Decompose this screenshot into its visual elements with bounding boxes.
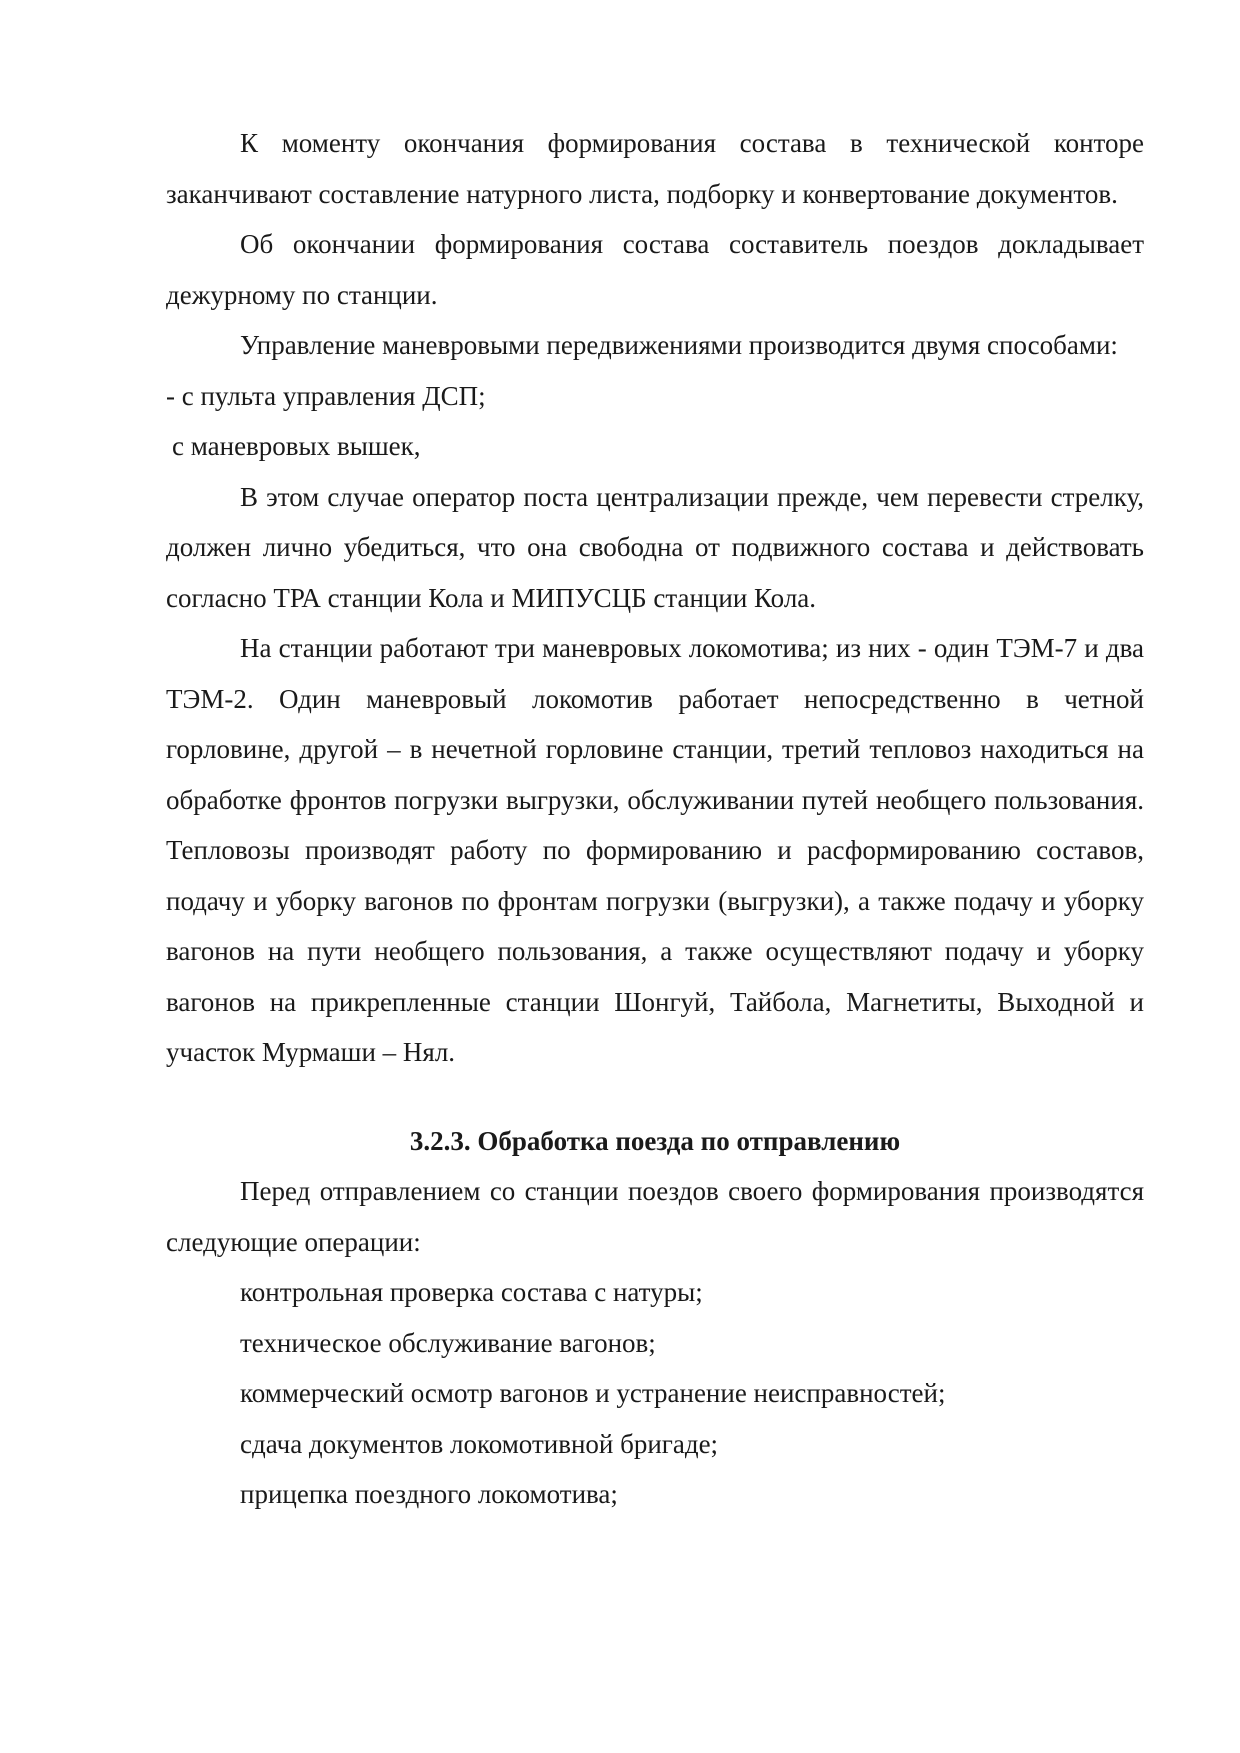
- operations-list: [166, 1267, 1144, 1520]
- paragraph-locomotives: На станции работают три маневровых локомотива; из них - один ТЭМ-7 и два ТЭМ-2. Один маневровый локомотив работает непосредственно в четной горловине, другой – в нечетной горловине станции, третий тепловоз находиться на обработке фронтов погрузки выгрузки, обслуживании путей необщего пользования. Тепловозы производят работу по формированию и расформированию составов, подачу и уборку вагонов по фронтам погрузки (выгрузки), а также подачу и уборку вагонов на пути необщего пользования, а также осуществляют подачу и уборку вагонов на прикрепленные станции Шонгуй, Тайбола, Магнетиты, Выходной и участок Мурмаши – Нял.: [166, 633, 1144, 1067]
- list-item-dsp-console: - с пульта управления ДСП;: [166, 380, 486, 411]
- list-item: сдача документов локомотивной бригаде;: [240, 1428, 719, 1459]
- document-body: [166, 118, 1144, 1520]
- paragraph-departure-intro: Перед отправлением со станции поездов своего формирования производятся следующие операции:: [166, 1176, 1144, 1257]
- section-heading: 3.2.3. Обработка поезда по отправлению: [409, 1125, 901, 1156]
- paragraph-operator-check: В этом случае оператор поста централизации прежде, чем перевести стрелку, должен лично убедиться, что она свободна от подвижного состава и действовать согласно ТРА станции Кола и МИПУСЦБ станции Кола.: [166, 481, 1144, 613]
- list-item: прицепка поездного локомотива;: [240, 1479, 618, 1509]
- paragraph-report-to-duty: Об окончании формирования состава составитель поездов докладывает дежурному по станции.: [166, 229, 1144, 310]
- list-item: коммерческий осмотр вагонов и устранение неисправностей;: [240, 1378, 946, 1408]
- list-item: техническое обслуживание вагонов;: [240, 1327, 656, 1358]
- paragraph-shunting-control: Управление маневровыми передвижениями производится двумя способами:: [240, 330, 1118, 360]
- list-item: контрольная проверка состава с натуры;: [240, 1277, 703, 1307]
- paragraph-formation-end: К моменту окончания формирования состава в технической конторе заканчивают составление натурного листа, подборку и конвертование документов.: [166, 128, 1144, 209]
- list-item-shunting-towers: с маневровых вышек,: [172, 431, 421, 461]
